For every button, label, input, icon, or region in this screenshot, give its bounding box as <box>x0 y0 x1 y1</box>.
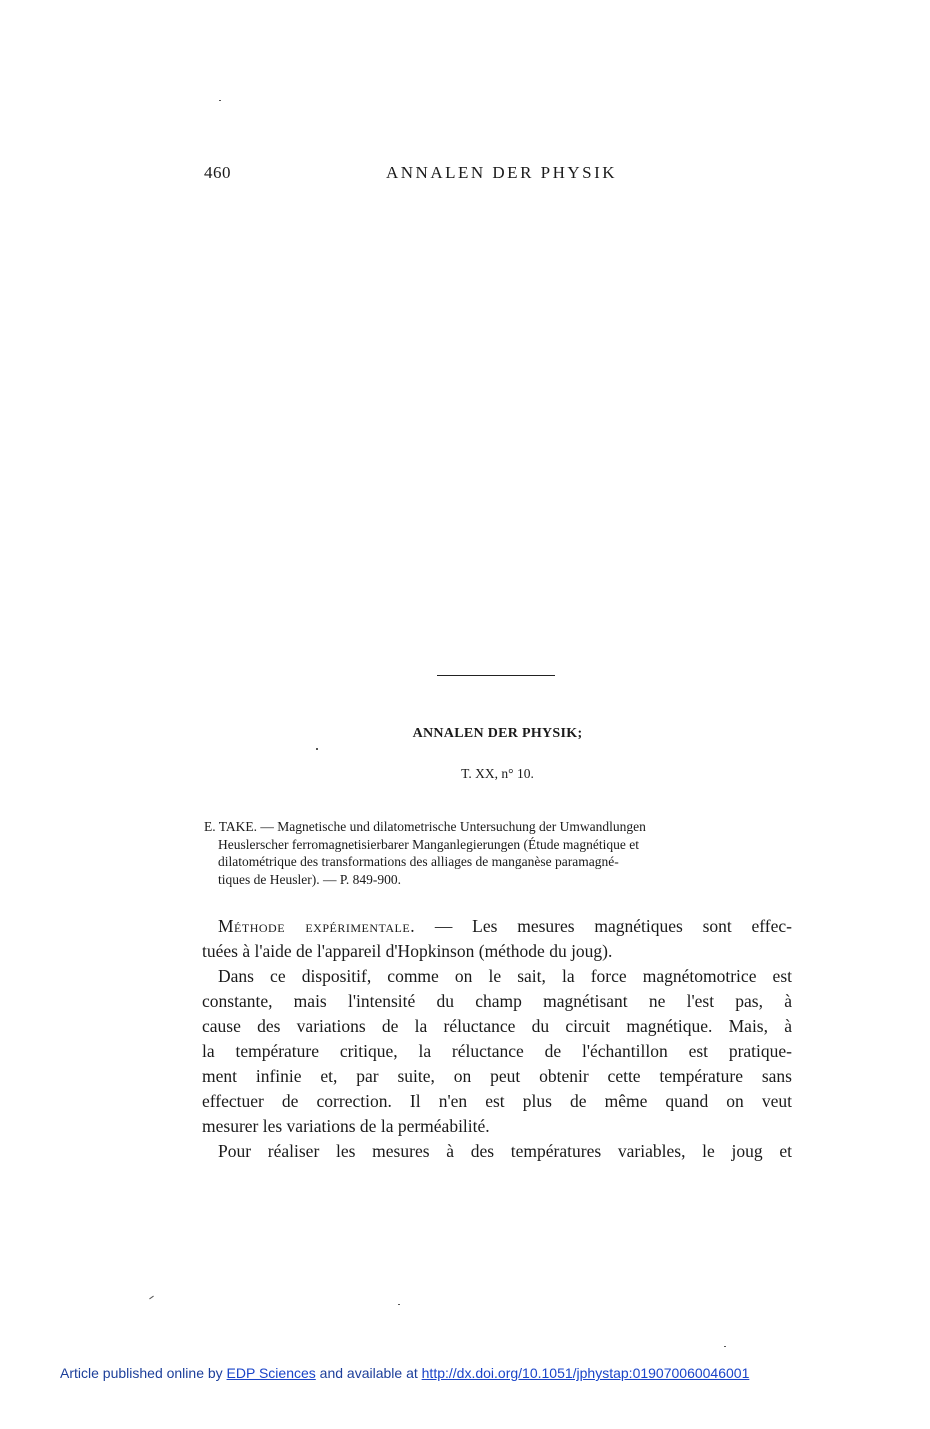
footer-prefix: Article published online by <box>60 1365 223 1381</box>
running-head: ANNALEN DER PHYSIK <box>386 163 618 182</box>
body-line: Dans ce dispositif, comme on le sait, la force magnétomotrice est <box>218 966 792 986</box>
body-line: mesurer les variations de la perméabilité. <box>202 1116 490 1136</box>
body-line: tuées à l'aide de l'appareil d'Hopkinson (méthode du joug). <box>202 941 613 961</box>
body-line: la température critique, la réluctance de l'échantillon est pratique- <box>202 1041 792 1061</box>
body-line: cause des variations de la réluctance du circuit magnétique. Mais, à <box>202 1016 792 1036</box>
body-text <box>202 914 792 1164</box>
scan-speck <box>316 748 318 750</box>
body-line-text: — Les mesures magnétiques sont effec- <box>415 916 792 936</box>
scan-speck <box>219 100 221 101</box>
citation-line: tiques de Heusler). — P. 849-900. <box>218 871 401 887</box>
method-heading: Méthode expérimentale. <box>218 916 416 936</box>
footer-middle: and available at <box>319 1365 418 1381</box>
page-number: 460 <box>204 163 231 182</box>
citation-line: E. TAKE. — Magnetische und dilatometrische Untersuchung der Umwandlungen <box>204 819 646 834</box>
section-title: ANNALEN DER PHYSIK; <box>412 726 583 741</box>
body-line: ment infinie et, par suite, on peut obtenir cette température sans <box>202 1066 792 1086</box>
citation-line: dilatométrique des transformations des alliages de manganèse paramagné- <box>218 854 619 869</box>
scan-speck <box>724 1346 726 1347</box>
body-line: constante, mais l'intensité du champ magnétisant ne l'est pas, à <box>202 991 792 1011</box>
doi-link[interactable]: http://dx.doi.org/10.1051/jphystap:019070060046001 <box>421 1365 750 1381</box>
body-line <box>202 914 792 939</box>
body-line: Pour réaliser les mesures à des températures variables, le joug et <box>218 1141 792 1161</box>
article-citation <box>204 818 794 888</box>
body-line: effectuer de correction. Il n'en est plus de même quand on veut <box>202 1091 792 1111</box>
citation-line: Heuslerscher ferromagnetisierbarer Manganlegierungen (Étude magnétique et <box>218 836 639 852</box>
section-subtitle: T. XX, n° 10. <box>461 766 534 781</box>
section-divider <box>437 675 555 676</box>
publication-footer <box>60 1365 749 1381</box>
publisher-link[interactable]: EDP Sciences <box>226 1365 316 1381</box>
scan-speck <box>398 1304 400 1305</box>
scan-speck <box>149 1296 154 1300</box>
